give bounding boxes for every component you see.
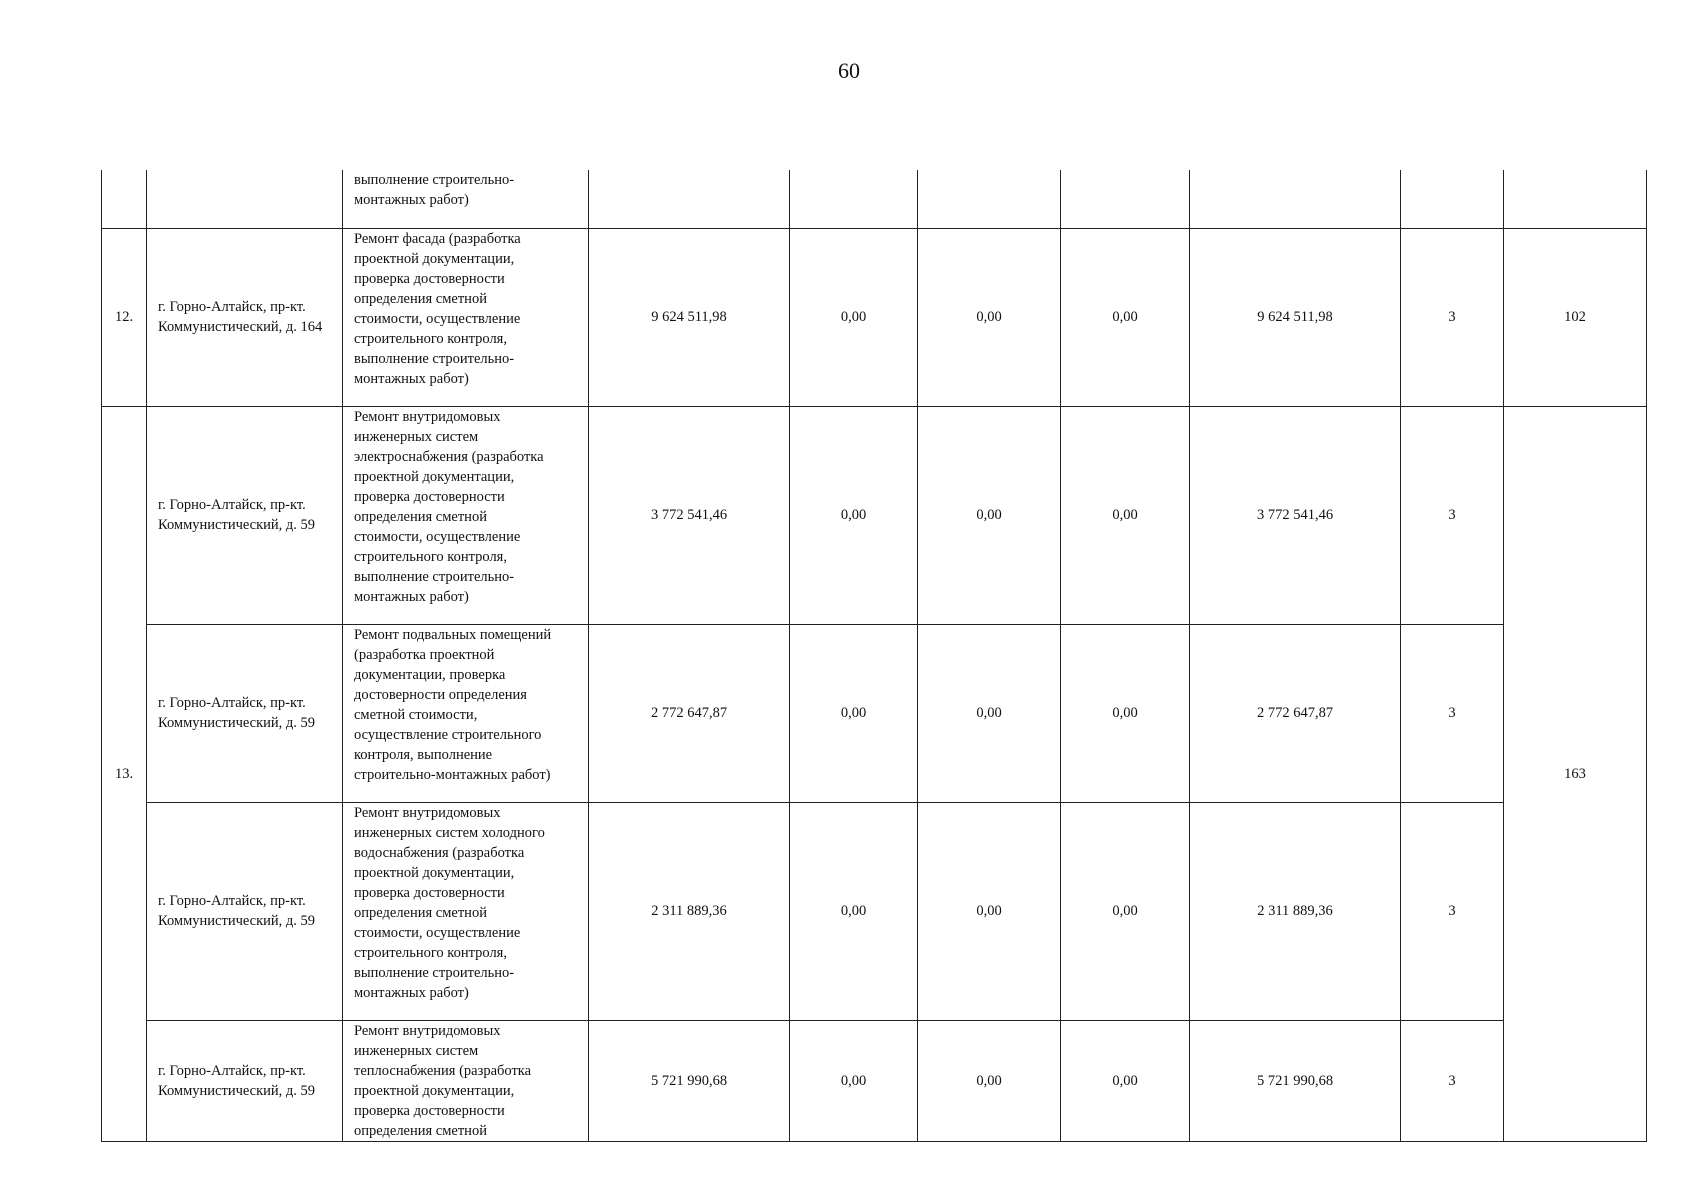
cell-col7: 102 — [1504, 228, 1647, 406]
table-row — [102, 1020, 1647, 1141]
cell-num: 13. — [102, 406, 147, 1141]
cell-address: г. Горно-Алтайск, пр-кт. Коммунистический, д. 164 — [147, 228, 343, 406]
cell-total: 9 624 511,98 — [589, 228, 790, 406]
table-row — [102, 802, 1647, 1020]
cell-col5: 2 772 647,87 — [1190, 624, 1401, 802]
cell-num: 12. — [102, 228, 147, 406]
cell-col6: 3 — [1401, 624, 1504, 802]
cell-col6 — [1401, 170, 1504, 228]
cell-col2: 0,00 — [790, 802, 918, 1020]
cell-col6: 3 — [1401, 406, 1504, 624]
cell-total: 3 772 541,46 — [589, 406, 790, 624]
cell-address: г. Горно-Алтайск, пр-кт. Коммунистический, д. 59 — [147, 624, 343, 802]
table-row — [102, 228, 1647, 406]
cell-col6: 3 — [1401, 228, 1504, 406]
cell-col2: 0,00 — [790, 406, 918, 624]
cell-col5 — [1190, 170, 1401, 228]
cell-address: г. Горно-Алтайск, пр-кт. Коммунистический, д. 59 — [147, 406, 343, 624]
table-row-continuation — [102, 170, 1647, 228]
cell-total: 2 311 889,36 — [589, 802, 790, 1020]
cell-address — [147, 170, 343, 228]
cell-col2: 0,00 — [790, 228, 918, 406]
cell-col3: 0,00 — [918, 624, 1061, 802]
cell-col6: 3 — [1401, 802, 1504, 1020]
cell-num — [102, 170, 147, 228]
cell-col6: 3 — [1401, 1020, 1504, 1141]
cell-work: Ремонт внутридомовых инженерных систем холодного водоснабжения (разработка проектной документации, проверка достоверности определения сметной стоимости, осуществление строительного контроля, выполнение строительно- монтажных работ) — [343, 802, 589, 1020]
table-row — [102, 624, 1647, 802]
cell-col3: 0,00 — [918, 802, 1061, 1020]
cell-col5: 3 772 541,46 — [1190, 406, 1401, 624]
cell-col2 — [790, 170, 918, 228]
cell-work: выполнение строительно- монтажных работ) — [343, 170, 589, 228]
cell-col7: 163 — [1504, 406, 1647, 1141]
cell-col5: 5 721 990,68 — [1190, 1020, 1401, 1141]
cell-total — [589, 170, 790, 228]
table-row — [102, 406, 1647, 624]
page-number: 60 — [838, 58, 860, 83]
cell-col2: 0,00 — [790, 624, 918, 802]
cell-col7 — [1504, 170, 1647, 228]
cell-col4: 0,00 — [1061, 228, 1190, 406]
cell-work: Ремонт фасада (разработка проектной документации, проверка достоверности определения сметной стоимости, осуществление строительного контроля, выполнение строительно- монтажных работ) — [343, 228, 589, 406]
cell-work: Ремонт внутридомовых инженерных систем теплоснабжения (разработка проектной документации, проверка достоверности определения сметной — [343, 1020, 589, 1141]
cell-total: 2 772 647,87 — [589, 624, 790, 802]
cell-address: г. Горно-Алтайск, пр-кт. Коммунистический, д. 59 — [147, 802, 343, 1020]
cell-work: Ремонт подвальных помещений (разработка проектной документации, проверка достоверности определения сметной стоимости, осуществление строительного контроля, выполнение строительно-монтажных работ) — [343, 624, 589, 802]
cell-col4: 0,00 — [1061, 1020, 1190, 1141]
cell-address: г. Горно-Алтайск, пр-кт. Коммунистический, д. 59 — [147, 1020, 343, 1141]
cell-work: Ремонт внутридомовых инженерных систем электроснабжения (разработка проектной документации, проверка достоверности определения сметной стоимости, осуществление строительного контроля, выполнение строительно- монтажных работ) — [343, 406, 589, 624]
cell-col4: 0,00 — [1061, 802, 1190, 1020]
cell-col4: 0,00 — [1061, 624, 1190, 802]
cell-col3: 0,00 — [918, 406, 1061, 624]
cell-col4: 0,00 — [1061, 406, 1190, 624]
cell-total: 5 721 990,68 — [589, 1020, 790, 1141]
cell-col3: 0,00 — [918, 228, 1061, 406]
cell-col3: 0,00 — [918, 1020, 1061, 1141]
cell-col5: 9 624 511,98 — [1190, 228, 1401, 406]
cell-col3 — [918, 170, 1061, 228]
cell-col5: 2 311 889,36 — [1190, 802, 1401, 1020]
cell-col2: 0,00 — [790, 1020, 918, 1141]
capital-repair-table — [101, 170, 1647, 1142]
cell-col4 — [1061, 170, 1190, 228]
